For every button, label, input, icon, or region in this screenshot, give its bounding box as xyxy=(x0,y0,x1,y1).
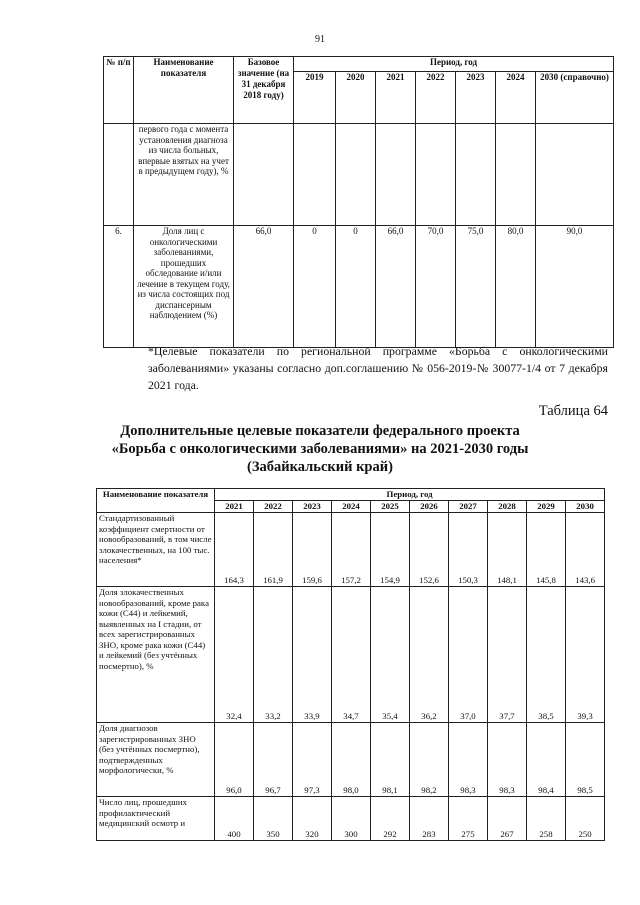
row-value: 66,0 xyxy=(376,226,416,348)
row-value xyxy=(294,124,336,226)
header-year: 2025 xyxy=(371,501,410,513)
row-value: 258 xyxy=(527,797,566,841)
header-year: 2024 xyxy=(496,72,536,124)
row-value: 283 xyxy=(410,797,449,841)
header-year: 2030 (справочно) xyxy=(536,72,614,124)
table-row xyxy=(97,587,605,723)
row-value: 98,0 xyxy=(332,723,371,797)
row-value: 97,3 xyxy=(293,723,332,797)
header-name: Наименование показателя xyxy=(134,57,234,124)
header-year: 2022 xyxy=(254,501,293,513)
row-value: 98,5 xyxy=(566,723,605,797)
header-year: 2019 xyxy=(294,72,336,124)
header-period: Период, год xyxy=(215,489,605,501)
header-year: 2026 xyxy=(410,501,449,513)
header-year: 2021 xyxy=(215,501,254,513)
footnote xyxy=(148,343,608,394)
row-value: 267 xyxy=(488,797,527,841)
row-value xyxy=(456,124,496,226)
row-value: 38,5 xyxy=(527,587,566,723)
row-value: 0 xyxy=(336,226,376,348)
row-value: 34,7 xyxy=(332,587,371,723)
row-value: 152,6 xyxy=(410,513,449,587)
row-value: 250 xyxy=(566,797,605,841)
row-value: 98,3 xyxy=(449,723,488,797)
row-value: 350 xyxy=(254,797,293,841)
row-value xyxy=(376,124,416,226)
row-value: 157,2 xyxy=(332,513,371,587)
row-value: 275 xyxy=(449,797,488,841)
row-name: Доля диагнозов зарегистрированных ЗНО (без учтённых посмертно), подтвержденных морфологически, % xyxy=(97,723,215,797)
header-period: Период, год xyxy=(294,57,614,72)
row-value: 164,3 xyxy=(215,513,254,587)
row-value: 154,9 xyxy=(371,513,410,587)
row-value: 75,0 xyxy=(456,226,496,348)
table-row xyxy=(104,226,614,348)
row-value: 320 xyxy=(293,797,332,841)
row-name: Стандартизованный коэффициент смертности от новообразований, в том числе злокачественных, на 100 тыс. населения* xyxy=(97,513,215,587)
row-value: 80,0 xyxy=(496,226,536,348)
header-year: 2022 xyxy=(416,72,456,124)
header-base: Базовое значение (на 31 декабря 2018 году) xyxy=(234,57,294,124)
row-value: 36,2 xyxy=(410,587,449,723)
header-year: 2023 xyxy=(293,501,332,513)
row-value: 32,4 xyxy=(215,587,254,723)
row-num xyxy=(104,124,134,226)
row-num: 6. xyxy=(104,226,134,348)
row-value: 143,6 xyxy=(566,513,605,587)
table-label: Таблица 64 xyxy=(538,403,608,419)
table-row xyxy=(104,124,614,226)
row-value: 0 xyxy=(294,226,336,348)
header-num: № п/п xyxy=(104,57,134,124)
row-value: 400 xyxy=(215,797,254,841)
header-year: 2027 xyxy=(449,501,488,513)
header-year: 2023 xyxy=(456,72,496,124)
row-name: Доля лиц с онкологическими заболеваниями, прошедших обследование и/или лечение в текущем году, из числа состоящих под диспансерным наблюдением (%) xyxy=(134,226,234,348)
row-value xyxy=(536,124,614,226)
row-value: 98,2 xyxy=(410,723,449,797)
header-year: 2030 xyxy=(566,501,605,513)
row-value: 150,3 xyxy=(449,513,488,587)
row-value: 300 xyxy=(332,797,371,841)
row-value: 70,0 xyxy=(416,226,456,348)
row-name: Число лиц, прошедших профилактический медицинский осмотр и xyxy=(97,797,215,841)
page-number: 91 xyxy=(315,34,325,45)
row-base: 66,0 xyxy=(234,226,294,348)
row-value: 145,8 xyxy=(527,513,566,587)
additional-indicators-table xyxy=(96,488,605,841)
page-title: Дополнительные целевые показатели федерального проекта «Борьба с онкологическими заболеваниями» на 2021-2030 годы (Забайкальский край) xyxy=(111,423,529,475)
footnote-text: *Целевые показатели по региональной программе «Борьба с онкологическими заболеваниями» указаны согласно доп.соглашению № 056-2019-№ 30077-1/4 от 7 декабря 2021 года. xyxy=(148,344,608,392)
row-value: 37,7 xyxy=(488,587,527,723)
row-base xyxy=(234,124,294,226)
indicators-table-continued xyxy=(103,56,614,348)
table-row xyxy=(97,723,605,797)
row-value: 98,3 xyxy=(488,723,527,797)
row-value: 39,3 xyxy=(566,587,605,723)
row-value: 96,0 xyxy=(215,723,254,797)
row-value xyxy=(416,124,456,226)
header-year: 2021 xyxy=(376,72,416,124)
row-value: 161,9 xyxy=(254,513,293,587)
header-name: Наименование показателя xyxy=(97,489,215,513)
row-value: 292 xyxy=(371,797,410,841)
header-year: 2020 xyxy=(336,72,376,124)
row-value xyxy=(496,124,536,226)
row-name: Доля злокачественных новообразований, кроме рака кожи (С44) и лейкемий, выявленных на I стадии, от всех зарегистрированных ЗНО, кроме рака кожи (С44) и лейкемий (без учтённых посмертно), % xyxy=(97,587,215,723)
row-value xyxy=(336,124,376,226)
table-row xyxy=(97,797,605,841)
row-value: 35,4 xyxy=(371,587,410,723)
header-year: 2028 xyxy=(488,501,527,513)
header-year: 2029 xyxy=(527,501,566,513)
row-value: 148,1 xyxy=(488,513,527,587)
row-value: 33,2 xyxy=(254,587,293,723)
header-year: 2024 xyxy=(332,501,371,513)
row-value: 96,7 xyxy=(254,723,293,797)
row-value: 33,9 xyxy=(293,587,332,723)
table-row xyxy=(97,513,605,587)
row-value: 37,0 xyxy=(449,587,488,723)
row-value: 159,6 xyxy=(293,513,332,587)
row-name: первого года с момента установления диагноза из числа больных, впервые взятых на учет в предыдущем году), % xyxy=(134,124,234,226)
row-value: 90,0 xyxy=(536,226,614,348)
row-value: 98,1 xyxy=(371,723,410,797)
row-value: 98,4 xyxy=(527,723,566,797)
